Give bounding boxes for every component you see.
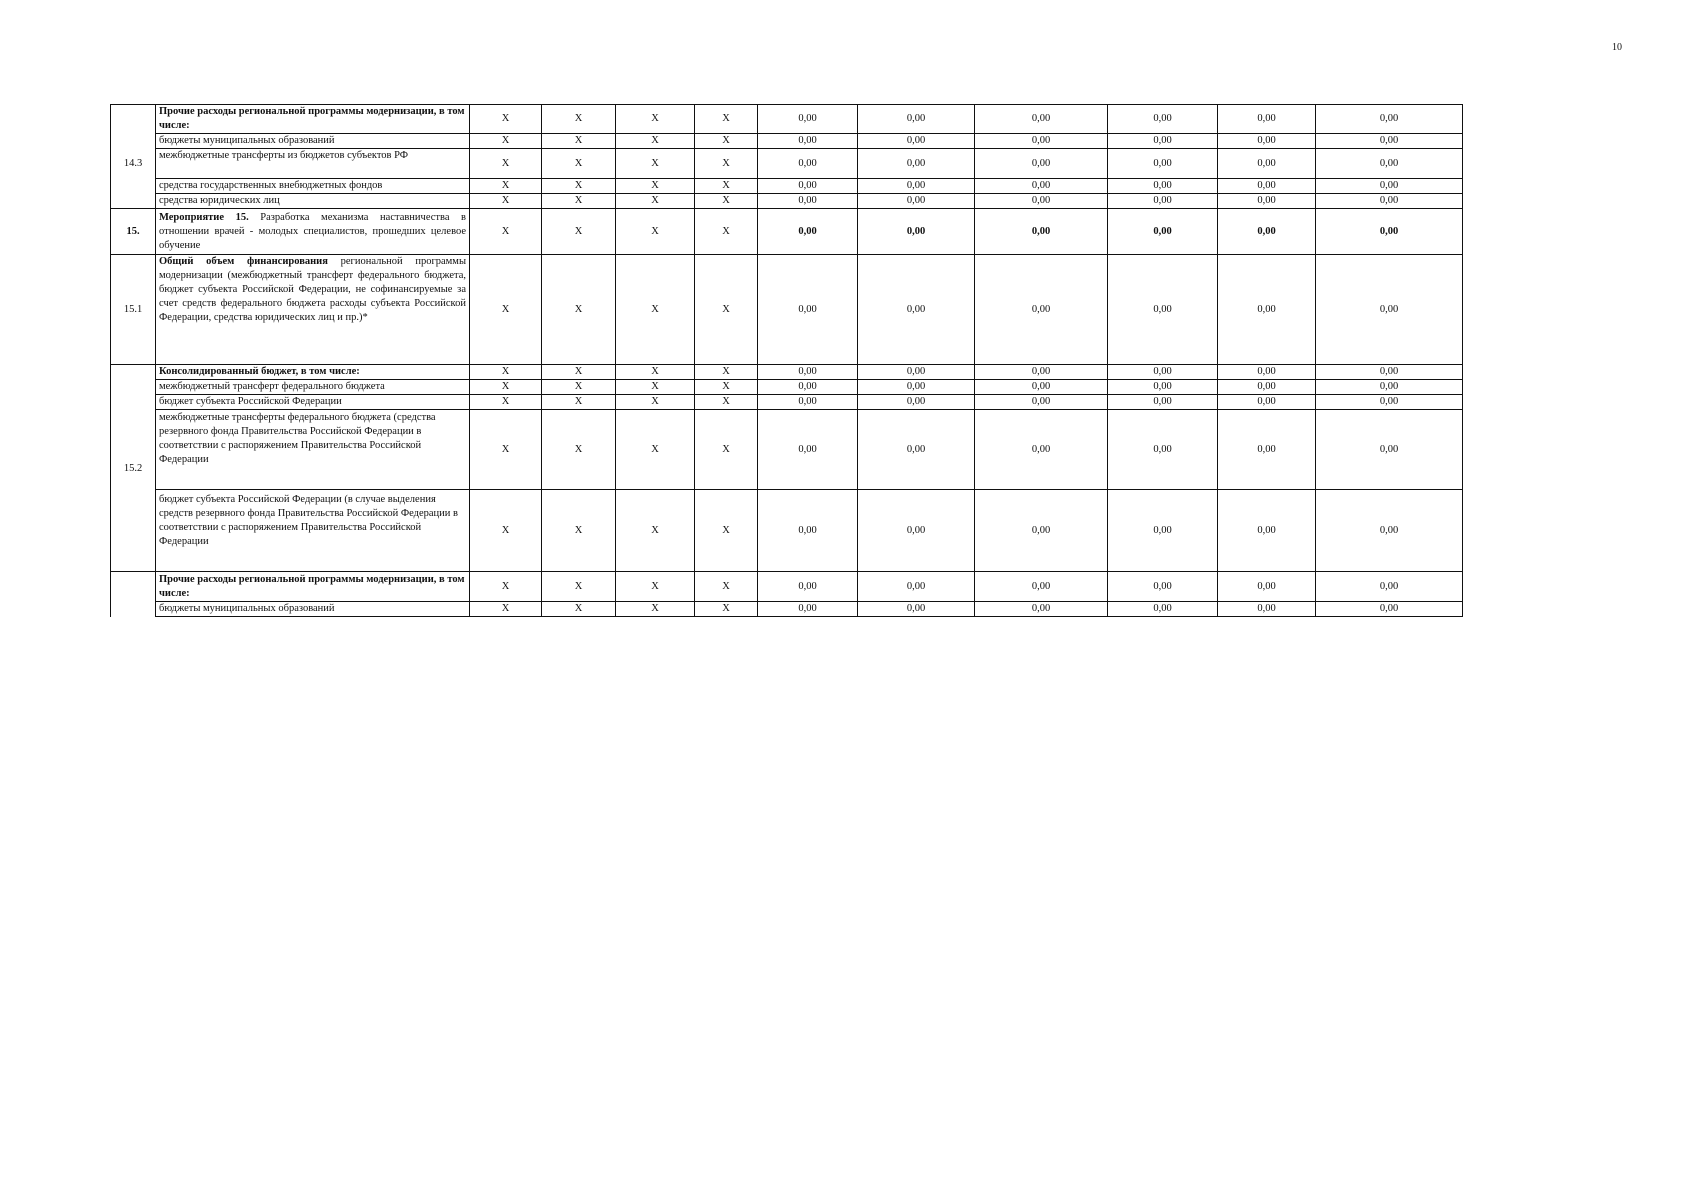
row-label: Прочие расходы региональной программы модернизации, в том числе: — [156, 105, 470, 134]
table-row — [111, 410, 1463, 490]
row-number: 15.1 — [111, 255, 156, 365]
value-cell: X — [470, 149, 542, 179]
value-cell: X — [695, 105, 758, 134]
row-label: межбюджетный трансферт федерального бюджета — [156, 380, 470, 395]
row-label-bold: Общий объем финансирования — [159, 256, 328, 267]
value-cell: X — [695, 194, 758, 209]
value-cell: 0,00 — [858, 255, 975, 365]
budget-table — [110, 104, 1463, 617]
table-row — [111, 209, 1463, 255]
value-cell: 0,00 — [858, 380, 975, 395]
value-cell: 0,00 — [1108, 572, 1218, 602]
value-cell: 0,00 — [975, 105, 1108, 134]
page-number: 10 — [1612, 42, 1622, 53]
value-cell: 0,00 — [858, 395, 975, 410]
value-cell: 0,00 — [1218, 410, 1316, 490]
row-label: бюджеты муниципальных образований — [156, 602, 470, 617]
value-cell: 0,00 — [758, 255, 858, 365]
row-number: 15.2 — [111, 410, 156, 490]
value-cell: 0,00 — [758, 572, 858, 602]
value-cell: X — [695, 395, 758, 410]
value-cell: 0,00 — [1108, 209, 1218, 255]
value-cell: X — [695, 490, 758, 572]
row-label: бюджет субъекта Российской Федерации (в случае выделения средств резервного фонда Правительства Российской Федерации в соответствии с распоряжением Правительства Российской Федерации — [156, 490, 470, 572]
value-cell: 0,00 — [1316, 179, 1463, 194]
row-label-bold: Мероприятие 15. — [159, 211, 249, 223]
table-row — [111, 490, 1463, 572]
row-label — [156, 209, 470, 255]
value-cell: X — [470, 572, 542, 602]
value-cell: 0,00 — [975, 410, 1108, 490]
value-cell: 0,00 — [1218, 602, 1316, 617]
value-cell: 0,00 — [1108, 134, 1218, 149]
value-cell: 0,00 — [858, 365, 975, 380]
table-row — [111, 380, 1463, 395]
value-cell: X — [616, 149, 695, 179]
value-cell: X — [695, 602, 758, 617]
value-cell: 0,00 — [1218, 395, 1316, 410]
value-cell: 0,00 — [858, 209, 975, 255]
value-cell: 0,00 — [758, 105, 858, 134]
value-cell: X — [616, 194, 695, 209]
value-cell: 0,00 — [1108, 602, 1218, 617]
value-cell: X — [542, 572, 616, 602]
value-cell: 0,00 — [975, 255, 1108, 365]
value-cell: X — [542, 179, 616, 194]
value-cell: 0,00 — [858, 410, 975, 490]
value-cell: 0,00 — [1316, 410, 1463, 490]
value-cell: X — [695, 255, 758, 365]
value-cell: X — [616, 179, 695, 194]
value-cell: 0,00 — [1316, 395, 1463, 410]
value-cell: 0,00 — [1316, 209, 1463, 255]
value-cell: X — [470, 105, 542, 134]
value-cell: X — [470, 179, 542, 194]
value-cell: 0,00 — [1108, 149, 1218, 179]
value-cell: X — [542, 105, 616, 134]
value-cell: 0,00 — [1218, 149, 1316, 179]
value-cell: 0,00 — [858, 572, 975, 602]
value-cell: X — [542, 134, 616, 149]
value-cell: X — [616, 395, 695, 410]
value-cell: X — [470, 255, 542, 365]
row-label: Консолидированный бюджет, в том числе: — [156, 365, 470, 380]
value-cell: 0,00 — [1316, 194, 1463, 209]
value-cell: 0,00 — [1108, 395, 1218, 410]
row-label — [156, 255, 470, 365]
value-cell: 0,00 — [1218, 105, 1316, 134]
value-cell: 0,00 — [858, 179, 975, 194]
value-cell: X — [470, 365, 542, 380]
value-cell: 0,00 — [1218, 572, 1316, 602]
row-number — [111, 194, 156, 209]
value-cell: X — [542, 194, 616, 209]
row-number — [111, 380, 156, 395]
table-row — [111, 395, 1463, 410]
value-cell: X — [542, 395, 616, 410]
row-number — [111, 105, 156, 134]
row-number — [111, 134, 156, 149]
value-cell: X — [470, 209, 542, 255]
value-cell: 0,00 — [1316, 134, 1463, 149]
value-cell: X — [542, 365, 616, 380]
table-row — [111, 602, 1463, 617]
row-label-text: региональной программы модернизации (межбюджетный трансферт федерального бюджета, бюджет субъекта Российской Федерации, не софинансируемые за счет средств федерального бюджета расходы субъекта Российской Федерации, средства юридических лиц и пр.)* — [159, 256, 466, 323]
value-cell: 0,00 — [858, 602, 975, 617]
row-label-text: Разработка механизма наставничества в отношении врачей - молодых специалистов, прошедших целевое обучение — [159, 211, 467, 251]
row-number — [111, 365, 156, 380]
value-cell: 0,00 — [858, 105, 975, 134]
value-cell: 0,00 — [858, 490, 975, 572]
value-cell: 0,00 — [858, 134, 975, 149]
row-label: средства государственных внебюджетных фондов — [156, 179, 470, 194]
value-cell: X — [470, 490, 542, 572]
row-label: межбюджетные трансферты федерального бюджета (средства резервного фонда Правительства Российской Федерации в соответствии с распоряжением Правительства Российской Федерации — [156, 410, 470, 490]
value-cell: 0,00 — [1316, 380, 1463, 395]
value-cell: X — [616, 134, 695, 149]
value-cell: X — [470, 410, 542, 490]
value-cell: 0,00 — [1316, 255, 1463, 365]
value-cell: 0,00 — [1108, 365, 1218, 380]
table-row — [111, 365, 1463, 380]
value-cell: 0,00 — [1108, 179, 1218, 194]
value-cell: 0,00 — [975, 209, 1108, 255]
row-label: межбюджетные трансферты из бюджетов субъектов РФ — [156, 149, 470, 179]
value-cell: 0,00 — [1316, 572, 1463, 602]
value-cell: 0,00 — [1108, 194, 1218, 209]
value-cell: X — [616, 255, 695, 365]
row-number — [111, 602, 156, 617]
value-cell: 0,00 — [1218, 179, 1316, 194]
value-cell: X — [695, 179, 758, 194]
value-cell: X — [470, 602, 542, 617]
value-cell: 0,00 — [758, 410, 858, 490]
value-cell: X — [695, 209, 758, 255]
value-cell: X — [616, 490, 695, 572]
value-cell: X — [542, 602, 616, 617]
value-cell: 0,00 — [758, 194, 858, 209]
value-cell: X — [695, 410, 758, 490]
value-cell: 0,00 — [1316, 105, 1463, 134]
value-cell: 0,00 — [758, 365, 858, 380]
value-cell: 0,00 — [1316, 490, 1463, 572]
table-row — [111, 105, 1463, 134]
value-cell: 0,00 — [858, 149, 975, 179]
value-cell: 0,00 — [1218, 209, 1316, 255]
value-cell: 0,00 — [1218, 380, 1316, 395]
row-number — [111, 395, 156, 410]
row-label: средства юридических лиц — [156, 194, 470, 209]
value-cell: X — [470, 380, 542, 395]
table-row — [111, 255, 1463, 365]
row-label: бюджеты муниципальных образований — [156, 134, 470, 149]
value-cell: X — [616, 209, 695, 255]
row-number: 14.3 — [111, 149, 156, 179]
value-cell: 0,00 — [1218, 194, 1316, 209]
value-cell: 0,00 — [758, 179, 858, 194]
value-cell: 0,00 — [975, 490, 1108, 572]
row-number — [111, 179, 156, 194]
value-cell: 0,00 — [1108, 410, 1218, 490]
value-cell: X — [695, 365, 758, 380]
value-cell: 0,00 — [758, 149, 858, 179]
value-cell: X — [616, 410, 695, 490]
value-cell: 0,00 — [758, 134, 858, 149]
value-cell: 0,00 — [1108, 490, 1218, 572]
value-cell: X — [542, 149, 616, 179]
value-cell: 0,00 — [758, 380, 858, 395]
value-cell: 0,00 — [975, 380, 1108, 395]
row-number: 15. — [111, 209, 156, 255]
value-cell: 0,00 — [975, 179, 1108, 194]
value-cell: 0,00 — [975, 572, 1108, 602]
value-cell: 0,00 — [1316, 602, 1463, 617]
value-cell: X — [695, 572, 758, 602]
table-row — [111, 179, 1463, 194]
value-cell: 0,00 — [758, 602, 858, 617]
value-cell: 0,00 — [758, 490, 858, 572]
row-number — [111, 572, 156, 602]
value-cell: X — [470, 134, 542, 149]
table-row — [111, 134, 1463, 149]
value-cell: 0,00 — [1218, 255, 1316, 365]
value-cell: 0,00 — [975, 602, 1108, 617]
value-cell: X — [616, 602, 695, 617]
value-cell: X — [695, 380, 758, 395]
table-row — [111, 149, 1463, 179]
value-cell: X — [542, 410, 616, 490]
value-cell: X — [542, 255, 616, 365]
value-cell: 0,00 — [1218, 490, 1316, 572]
table-row — [111, 572, 1463, 602]
value-cell: X — [616, 572, 695, 602]
value-cell: 0,00 — [1316, 149, 1463, 179]
table-row — [111, 194, 1463, 209]
value-cell: 0,00 — [758, 209, 858, 255]
value-cell: 0,00 — [858, 194, 975, 209]
value-cell: 0,00 — [975, 194, 1108, 209]
value-cell: X — [542, 490, 616, 572]
value-cell: X — [616, 365, 695, 380]
row-label: Прочие расходы региональной программы модернизации, в том числе: — [156, 572, 470, 602]
value-cell: 0,00 — [1316, 365, 1463, 380]
value-cell: X — [470, 395, 542, 410]
value-cell: 0,00 — [975, 149, 1108, 179]
value-cell: X — [616, 105, 695, 134]
value-cell: X — [542, 209, 616, 255]
value-cell: X — [542, 380, 616, 395]
value-cell: X — [695, 149, 758, 179]
row-label: бюджет субъекта Российской Федерации — [156, 395, 470, 410]
value-cell: 0,00 — [1218, 365, 1316, 380]
value-cell: 0,00 — [1218, 134, 1316, 149]
value-cell: X — [695, 134, 758, 149]
value-cell: X — [616, 380, 695, 395]
row-number — [111, 490, 156, 572]
value-cell: 0,00 — [975, 365, 1108, 380]
value-cell: 0,00 — [975, 134, 1108, 149]
value-cell: 0,00 — [1108, 380, 1218, 395]
value-cell: 0,00 — [1108, 255, 1218, 365]
value-cell: 0,00 — [1108, 105, 1218, 134]
value-cell: 0,00 — [758, 395, 858, 410]
value-cell: X — [470, 194, 542, 209]
value-cell: 0,00 — [975, 395, 1108, 410]
